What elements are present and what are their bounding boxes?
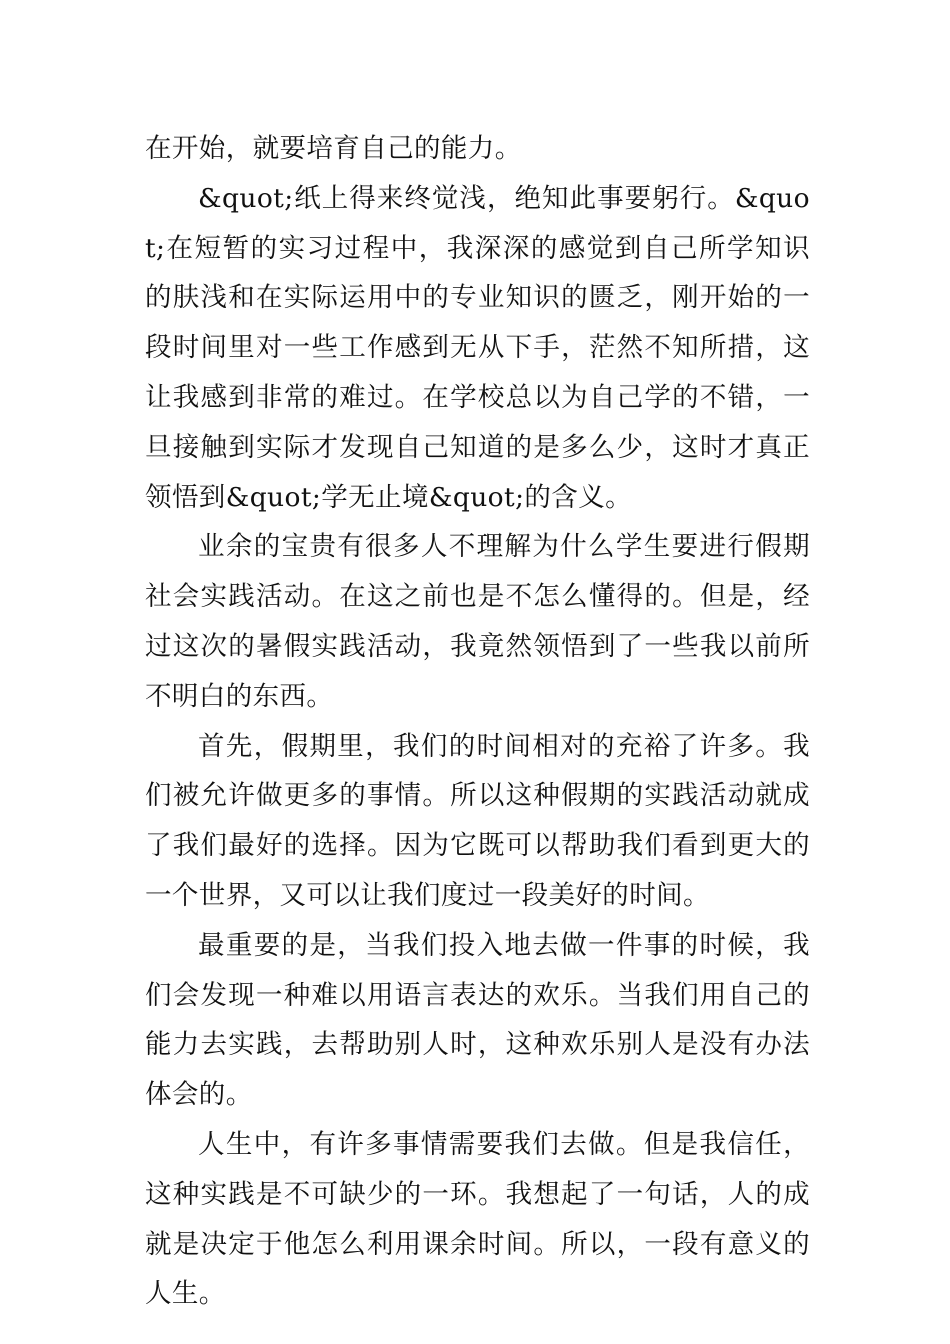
paragraph-4: 首先，假期里，我们的时间相对的充裕了许多。我们被允许做更多的事情。所以这种假期的实践活动就成了我们最好的选择。因为它既可以帮助我们看到更大的一个世界，又可以让我们度过一段美好的时间。 bbox=[145, 730, 810, 911]
paragraph-3: 业余的宝贵有很多人不理解为什么学生要进行假期社会实践活动。在这之前也是不怎么懂得的。但是，经过这次的暑假实践活动，我竟然领悟到了一些我以前所不明白的东西。 bbox=[145, 531, 810, 712]
paragraph-1: 在开始，就要培育自己的能力。 bbox=[145, 133, 522, 164]
document-body bbox=[145, 124, 810, 1319]
paragraph-5: 最重要的是，当我们投入地去做一件事的时候，我们会发现一种难以用语言表达的欢乐。当我们用自己的能力去实践，去帮助别人时，这种欢乐别人是没有办法体会的。 bbox=[145, 929, 810, 1111]
paragraph-2: &quot;纸上得来终觉浅，绝知此事要躬行。&quot;在短暂的实习过程中，我深深的感觉到自己所学知识的肤浅和在实际运用中的专业知识的匮乏，刚开始的一段时间里对一些工作感到无从下手，茫然不知所措，这让我感到非常的难过。在学校总以为自己学的不错，一旦接触到实际才发现自己知道的是多么少，这时才真正领悟到&quot;学无止境&quot;的含义。 bbox=[145, 182, 810, 513]
paragraph-6: 人生中，有许多事情需要我们去做。但是我信任，这种实践是不可缺少的一环。我想起了一句话，人的成就是决定于他怎么利用课余时间。所以，一段有意义的人生。 bbox=[145, 1128, 810, 1310]
